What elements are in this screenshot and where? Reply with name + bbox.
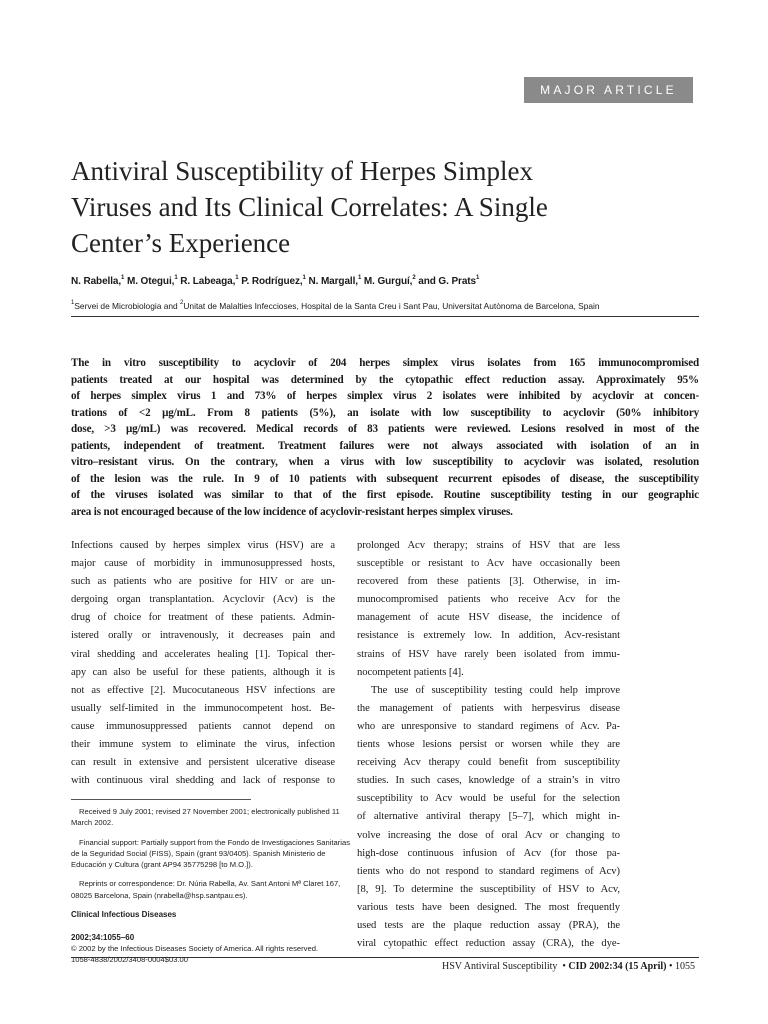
author: M. Gurguí,$^2$ [363,275,416,287]
body-line: can result in extensive and persistent ulcerative disease [71,757,335,769]
footer-separator: • [668,961,673,972]
abstract-line: trations of <2 μg/mL. From 8 patients (5%), an isolate with low susceptibility to acyclovir (50% inhibitory [71,406,699,419]
issn: 1058-4838/2002/3408-0004$03.00 [71,955,188,965]
body-line: munocompromised patients who receive Acv for the [357,594,620,606]
body-line: strains of HSV have rarely been isolated from immu- [357,648,620,660]
body-line: who are unresponsive to standard regimens of Acv. Pa- [357,720,620,732]
abstract-line: patients treated at our hospital was determined by the cytopathic effect reduction assay. Approximately 95% [71,373,699,386]
body-line: recovered from these patients [3]. Otherwise, in im- [357,576,620,588]
body-line: not as effective [2]. Mucocutaneous HSV infections are [71,684,335,696]
body-line: susceptible or resistant to Acv have occasionally been [357,558,620,570]
header-divider [71,316,699,317]
body-line: drug of choice for treatment of these patients. Admin- [71,612,335,624]
body-line: studies. In such cases, knowledge of a strain’s in vitro [357,775,620,787]
body-line: their immune system to eliminate the virus, infection [71,739,335,751]
body-line: receiving Acv therapy could benefit from susceptibility [357,757,620,769]
footnote-received: Received 9 July 2001; revised 27 November 2001; electronically published 11 March 2002. [71,807,340,828]
body-column-right [357,537,620,953]
author: N. Margall,$^1$ [308,275,362,287]
page-number: 1055 [675,961,695,972]
body-line: management of acute HSV disease, the incidence of [357,612,620,624]
abstract [71,355,699,520]
running-footer [71,961,695,972]
footnotes [71,806,350,966]
body-column-left [71,537,335,790]
footnote-reprints: Reprints or correspondence: Dr. Núria Rabella, Av. Sant Antoni Mª Claret 167, 08025 Barcelona, Spain (nrabella@hsp.santpau.es). [71,879,341,900]
journal-name: Clinical Infectious Diseases [71,910,177,920]
body-line: various tests have been designed. The most frequently [357,901,620,913]
affiliations: $^1$Servei de Microbiologia and $^2$Unitat de Malalties Infeccioses, Hospital de la Santa Creu i Sant Pau, Universitat Autònoma de Barcelona, Spain [71,300,600,311]
body-line: the management of patients with herpesvirus disease [357,702,620,714]
title-line: Viruses and Its Clinical Correlates: A Single [71,192,548,222]
abstract-line: vitro–resistant virus. On the contrary, when a virus with low susceptibility to acyclovir was isolated, resolution [71,456,699,468]
body-line: high-dose continuous infusion of Acv (for those pa- [357,847,620,859]
author: P. Rodríguez,$^1$ [241,275,306,287]
journal-issue: CID 2002:34 (15 April) [568,961,667,972]
body-line: used tests are the plaque reduction assay (PRA), the [357,919,620,931]
author: N. Rabella,$^1$ [71,275,125,287]
body-line: susceptibility to Acv would be useful for the selection [357,793,620,805]
abstract-line: The in vitro susceptibility to acyclovir of 204 herpes simplex virus isolates from 165 immunocompromised [71,357,699,369]
article-title [71,153,631,261]
abstract-line: of the viruses isolated was similar to that of the first episode. Routine susceptibility testing in our geographic [71,489,699,501]
author-list [71,276,701,287]
journal-citation: 2002;34:1055–60 [71,932,135,942]
abstract-line: patients, independent of treatment. Treatment failures were not always associated with isolation of an in [71,439,699,452]
body-line: major cause of morbidity in immunosuppressed hosts, [71,558,335,570]
body-line: of alternative antiviral therapy [5–7], which might in- [357,811,620,823]
footer-divider [71,957,699,958]
body-line: [8, 9]. To determine the susceptibility of HSV to Acv, [357,883,620,895]
copyright: © 2002 by the Infectious Diseases Society of America. All rights reserved. [71,943,319,953]
body-line: dergoing organ transplantation. Acyclovir (Acv) is the [71,594,335,606]
body-line: with continuous viral shedding and lack of response to [71,775,335,787]
article-type-banner: MAJOR ARTICLE [524,77,693,103]
footnote-divider [71,799,251,800]
title-line: Antiviral Susceptibility of Herpes Simplex [71,156,533,186]
body-line: viral shedding and accelerates healing [1]. Topical ther- [71,648,335,660]
abstract-line: dose, >3 μg/mL) was recovered. Medical records of 83 patients were reviewed. Lesions resolved in most of the [71,423,699,435]
body-line: tients whose lesions persist or worsen while they are [357,739,620,751]
body-line: apy can also be useful for these patients, although it is [71,666,335,678]
body-line: usually self-limited in the immunocompetent host. Be- [71,702,335,714]
body-line: volve increasing the dose of oral Acv or changing to [357,829,620,841]
body-line: viral cytopathic effect reduction assay (CRA), the dye- [357,938,620,950]
body-line: istered orally or intravenously, it decreases pain and [71,630,335,642]
body-line: cause immunosuppressed patients cannot depend on [71,720,335,732]
footer-separator: • [562,961,566,972]
author: and G. Prats$^1$ [418,275,480,287]
author: M. Otegui,$^1$ [126,275,178,287]
author: R. Labeaga,$^1$ [180,275,239,287]
abstract-line: of herpes simplex virus 1 and 73% of herpes simplex virus 2 isolates were inhibited by acyclovir at concen- [71,390,699,402]
body-line: Infections caused by herpes simplex virus (HSV) are a [71,540,335,551]
abstract-line: of the lesion was the rule. In 9 of 10 patients with subsequent recurrent episodes of disease, the susceptibility [71,472,699,485]
running-title: HSV Antiviral Susceptibility [442,961,558,972]
footnote-financial-support: Financial support: Partially support from the Fondo de Investigaciones Sanitarias de la Seguridad Social (FISS), Spain (grant 93/0405). Spanish Ministerio de Educación y Cultura (grant AP94 35775298 [to M.O.]). [71,837,350,870]
body-line: nocompetent patients [4]. [357,666,464,678]
body-line: resistance is extremely low. In addition, Acv-resistant [357,630,620,642]
body-line: such as patients who are positive for HIV or are un- [71,576,335,588]
abstract-line: area is not encouraged because of the low incidence of acyclovir-resistant herpes simplex viruses. [71,505,513,518]
title-line: Center’s Experience [71,228,291,258]
body-line: prolonged Acv therapy; strains of HSV that are less [357,540,620,551]
body-line: The use of susceptibility testing could help improve [371,684,620,696]
body-line: tients who do not respond to standard regimens of Acv) [357,865,620,877]
